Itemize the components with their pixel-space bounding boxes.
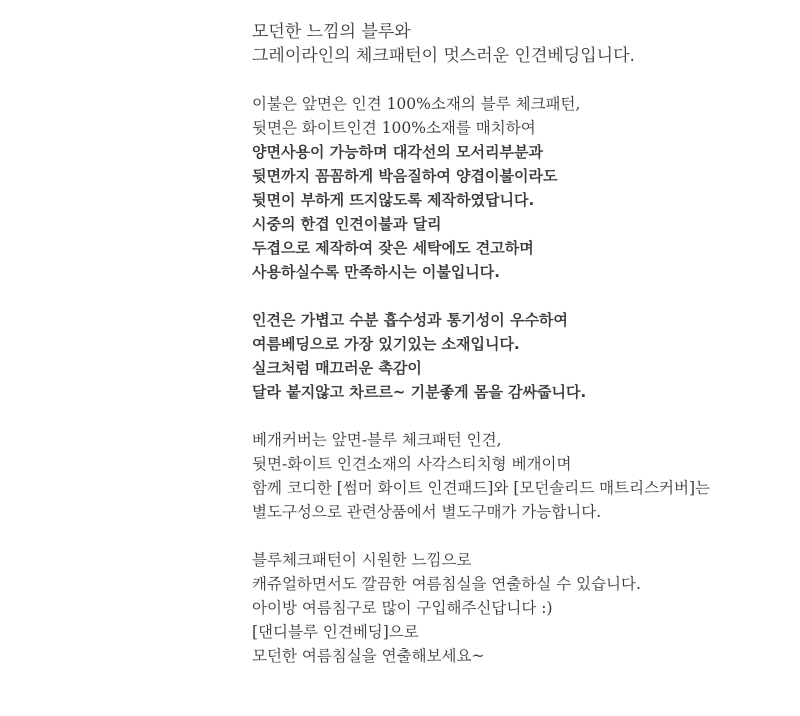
- pillow-line: 별도구성으로 관련상품에서 별도구매가 가능합니다.: [252, 503, 602, 521]
- fabric-line: 실크처럼 매끄러운 촉감이: [252, 359, 422, 377]
- fabric-line: 인견은 가볍고 수분 흡수성과 통기성이 우수하여: [252, 311, 568, 329]
- pillow-line: 함께 코디한 [썸머 화이트 인견패드]와 [모던솔리드 매트리스커버]는: [252, 479, 711, 497]
- closing-line: 블루체크패턴이 시원한 느낌으로: [252, 551, 472, 569]
- closing-line: 아이방 여름침구로 많이 구입해주신답니다 :): [252, 599, 553, 617]
- closing-line: 모던한 여름침실을 연출해보세요~: [252, 647, 485, 665]
- blanket-line: 뒷면은 화이트인견 100%소재를 매치하여: [252, 119, 536, 137]
- closing-paragraph: [252, 548, 792, 668]
- blanket-line: 이불은 앞면은 인견 100%소재의 블루 체크패턴,: [252, 95, 581, 113]
- product-description: [252, 20, 792, 668]
- blanket-line-bold: 사용하실수록 만족하시는 이불입니다.: [252, 263, 500, 281]
- closing-line: [댄디블루 인견베딩]으로: [252, 623, 419, 641]
- intro-paragraph: [252, 20, 792, 68]
- fabric-line: 여름베딩으로 가장 있기있는 소재입니다.: [252, 335, 520, 353]
- blanket-line-bold: 두겹으로 제작하여 잦은 세탁에도 견고하며: [252, 239, 534, 257]
- closing-line: 캐쥬얼하면서도 깔끔한 여름침실을 연출하실 수 있습니다.: [252, 575, 641, 593]
- intro-line: 모던한 느낌의 블루와: [252, 22, 411, 42]
- pillow-line: 베개커버는 앞면-블루 체크패턴 인견,: [252, 431, 502, 449]
- blanket-line-bold: 뒷면까지 꼼꼼하게 박음질하여 양겹이불이라도: [252, 167, 558, 185]
- blanket-line-bold: 시중의 한겹 인견이불과 달리: [252, 215, 442, 233]
- blanket-line-bold: 뒷면이 부하게 뜨지않도록 제작하였답니다.: [252, 191, 535, 209]
- fabric-paragraph: [252, 308, 792, 404]
- pillow-paragraph: [252, 428, 792, 524]
- blanket-line-bold: 양면사용이 가능하며 대각선의 모서리부분과: [252, 143, 543, 161]
- intro-line: 그레이라인의 체크패턴이 멋스러운 인견베딩입니다.: [252, 46, 635, 66]
- fabric-line: 달라 붙지않고 차르르~ 기분좋게 몸을 감싸줍니다.: [252, 383, 587, 401]
- blanket-paragraph: [252, 92, 792, 284]
- pillow-line: 뒷면-화이트 인견소재의 사각스티치형 베개이며: [252, 455, 572, 473]
